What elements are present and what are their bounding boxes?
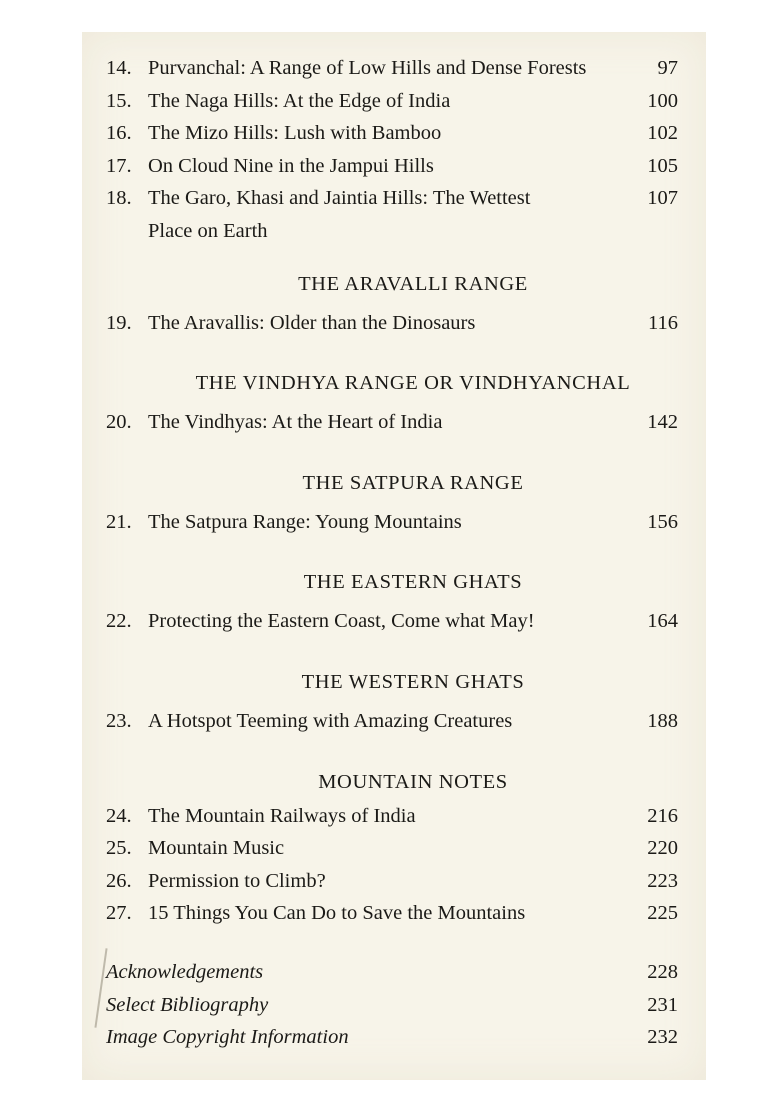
toc-entry-title: The Satpura Range: Young Mountains — [148, 510, 462, 533]
toc-entry-page: 116 — [648, 311, 678, 334]
toc-entry-title: Mountain Music — [148, 837, 285, 860]
section-heading-mountain-notes: MOUNTAIN NOTES — [318, 770, 508, 793]
toc-entry-title: The Mountain Railways of India — [148, 804, 416, 827]
toc-entry-title: The Vindhyas: At the Heart of India — [148, 411, 443, 434]
toc-entry-number: 17. — [106, 154, 132, 177]
toc-entry-number: 22. — [106, 610, 132, 633]
toc-entry-title: Image Copyright Information — [106, 1026, 349, 1049]
toc-entry-number: 14. — [106, 57, 132, 79]
toc-entry-title-line-2: Place on Earth — [148, 219, 268, 242]
toc-entry-page: 107 — [647, 187, 678, 210]
toc-entry-title: On Cloud Nine in the Jampui Hills — [148, 154, 434, 177]
toc-entry-page: 223 — [647, 869, 678, 892]
toc-entry-page: 102 — [647, 122, 678, 145]
toc-entry-page: 97 — [657, 57, 678, 79]
section-heading-eastern-ghats: THE EASTERN GHATS — [303, 571, 523, 594]
toc-entry-number: 26. — [106, 869, 132, 892]
toc-entry-number: 27. — [106, 902, 132, 925]
toc-entry-page: 100 — [647, 89, 678, 112]
toc-entry-24[interactable] — [106, 800, 678, 833]
toc-entry-title: A Hotspot Teeming with Amazing Creatures — [148, 709, 513, 732]
toc-entry-18[interactable] — [106, 182, 678, 247]
toc-entry-number: 21. — [106, 510, 132, 533]
toc-entry-title: Purvanchal: A Range of Low Hills and Dense Forests — [148, 57, 587, 79]
toc-entry-number: 24. — [106, 804, 132, 827]
toc-entry-title: Permission to Climb? — [148, 869, 326, 892]
toc-entry-number: 20. — [106, 411, 132, 434]
toc-entry-acknowledgements[interactable] — [106, 956, 678, 989]
toc-entry-title-line-1: The Garo, Khasi and Jaintia Hills: The Wettest — [148, 187, 531, 210]
toc-entry-page: 231 — [647, 993, 678, 1016]
toc-entry-27[interactable] — [106, 897, 678, 930]
toc-entry-25[interactable] — [106, 832, 678, 865]
toc-entry-page: 232 — [647, 1026, 678, 1049]
toc-entry-page: 142 — [647, 411, 678, 434]
toc-entry-number: 19. — [106, 311, 132, 334]
section-heading-vindhya: THE VINDHYA RANGE OR VINDHYANCHAL — [195, 372, 631, 395]
toc-entry-page: 228 — [647, 960, 678, 983]
toc-entry-number: 23. — [106, 709, 132, 732]
toc-entry-page: 156 — [647, 510, 678, 533]
section-heading-western-ghats: THE WESTERN GHATS — [301, 670, 525, 693]
toc-entry-title: The Aravallis: Older than the Dinosaurs — [148, 311, 476, 334]
toc-entry-number: 18. — [106, 187, 132, 210]
section-heading-aravalli: THE ARAVALLI RANGE — [298, 272, 528, 295]
toc-entry-page: 164 — [647, 610, 678, 633]
toc-entry-14[interactable] — [106, 52, 678, 85]
toc-entry-title: The Naga Hills: At the Edge of India — [148, 89, 451, 112]
toc-entry-page: 188 — [647, 709, 678, 732]
toc-entry-15[interactable] — [106, 85, 678, 118]
toc-entry-number: 25. — [106, 837, 132, 860]
toc-entry-22[interactable] — [106, 605, 678, 638]
toc-entry-title: 15 Things You Can Do to Save the Mountains — [148, 902, 526, 925]
toc-entry-17[interactable] — [106, 150, 678, 183]
toc-entry-number: 15. — [106, 89, 132, 112]
table-of-contents — [106, 52, 678, 1054]
toc-entry-21[interactable] — [106, 506, 678, 539]
toc-entry-image-copyright[interactable] — [106, 1021, 678, 1054]
toc-entry-page: 216 — [647, 804, 678, 827]
toc-entry-16[interactable] — [106, 117, 678, 150]
toc-entry-page: 220 — [647, 837, 678, 860]
toc-entry-title: The Mizo Hills: Lush with Bamboo — [148, 122, 442, 145]
toc-entry-title: Protecting the Eastern Coast, Come what May! — [148, 610, 535, 633]
toc-entry-page: 105 — [647, 154, 678, 177]
toc-entry-page: 225 — [647, 902, 678, 925]
toc-entry-title — [148, 182, 635, 247]
toc-entry-26[interactable] — [106, 865, 678, 898]
toc-entry-number: 16. — [106, 122, 132, 145]
section-heading-satpura: THE SATPURA RANGE — [302, 471, 524, 494]
toc-entry-select-bibliography[interactable] — [106, 989, 678, 1022]
toc-entry-title: Select Bibliography — [106, 993, 269, 1016]
toc-entry-23[interactable] — [106, 705, 678, 738]
toc-entry-title: Acknowledgements — [106, 960, 264, 983]
toc-entry-19[interactable] — [106, 307, 678, 340]
toc-entry-20[interactable] — [106, 406, 678, 439]
